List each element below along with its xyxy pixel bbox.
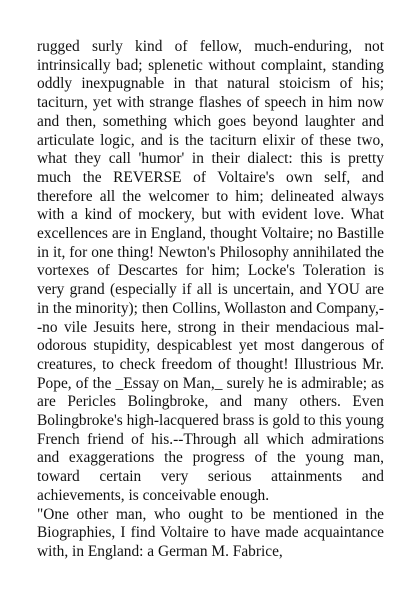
paragraph-2: "One other man, who ought to be mentioned in the Biographies, I find Voltaire to have made acquaintance with, in England: a German M. Fabrice, — [37, 505, 384, 560]
paragraph-1: rugged surly kind of fellow, much-enduring, not intrinsically bad; splenetic without complaint, standing oddly inexpugnable in that natural stoicism of his; taciturn, yet with strange flashes of speech in him now and then, something which goes beyond laughter and articulate logic, and is the taciturn elixir of these two, what they call 'humor' in their dialect: this is pretty much the REVERSE of Voltaire's own self, and therefore all the welcomer to him; delineated always with a kind of mockery, but with evident love. What excellences are in England, thought Voltaire; no Bastille in it, for one thing! Newton's Philosophy annihilated the vortexes of Descartes for him; Locke's Toleration is very grand (especially if all is uncertain, and YOU are in the minority); then Collins, Wollaston and Company,--no vile Jesuits here, strong in their mendacious mal-odorous stupidity, despicablest yet most dangerous of creatures, to check freedom of thought! Illustrious Mr. Pope, of the _Essay on Man,_ surely he is admirable; as are Pericles Bolingbroke, and many others. Even Bolingbroke's high-lacquered brass is gold to this young French friend of his.--Through all which admirations and exaggerations the progress of the young man, toward certain very serious attainments and achievements, is conceivable enough. — [37, 38, 384, 504]
document-page — [37, 38, 384, 562]
